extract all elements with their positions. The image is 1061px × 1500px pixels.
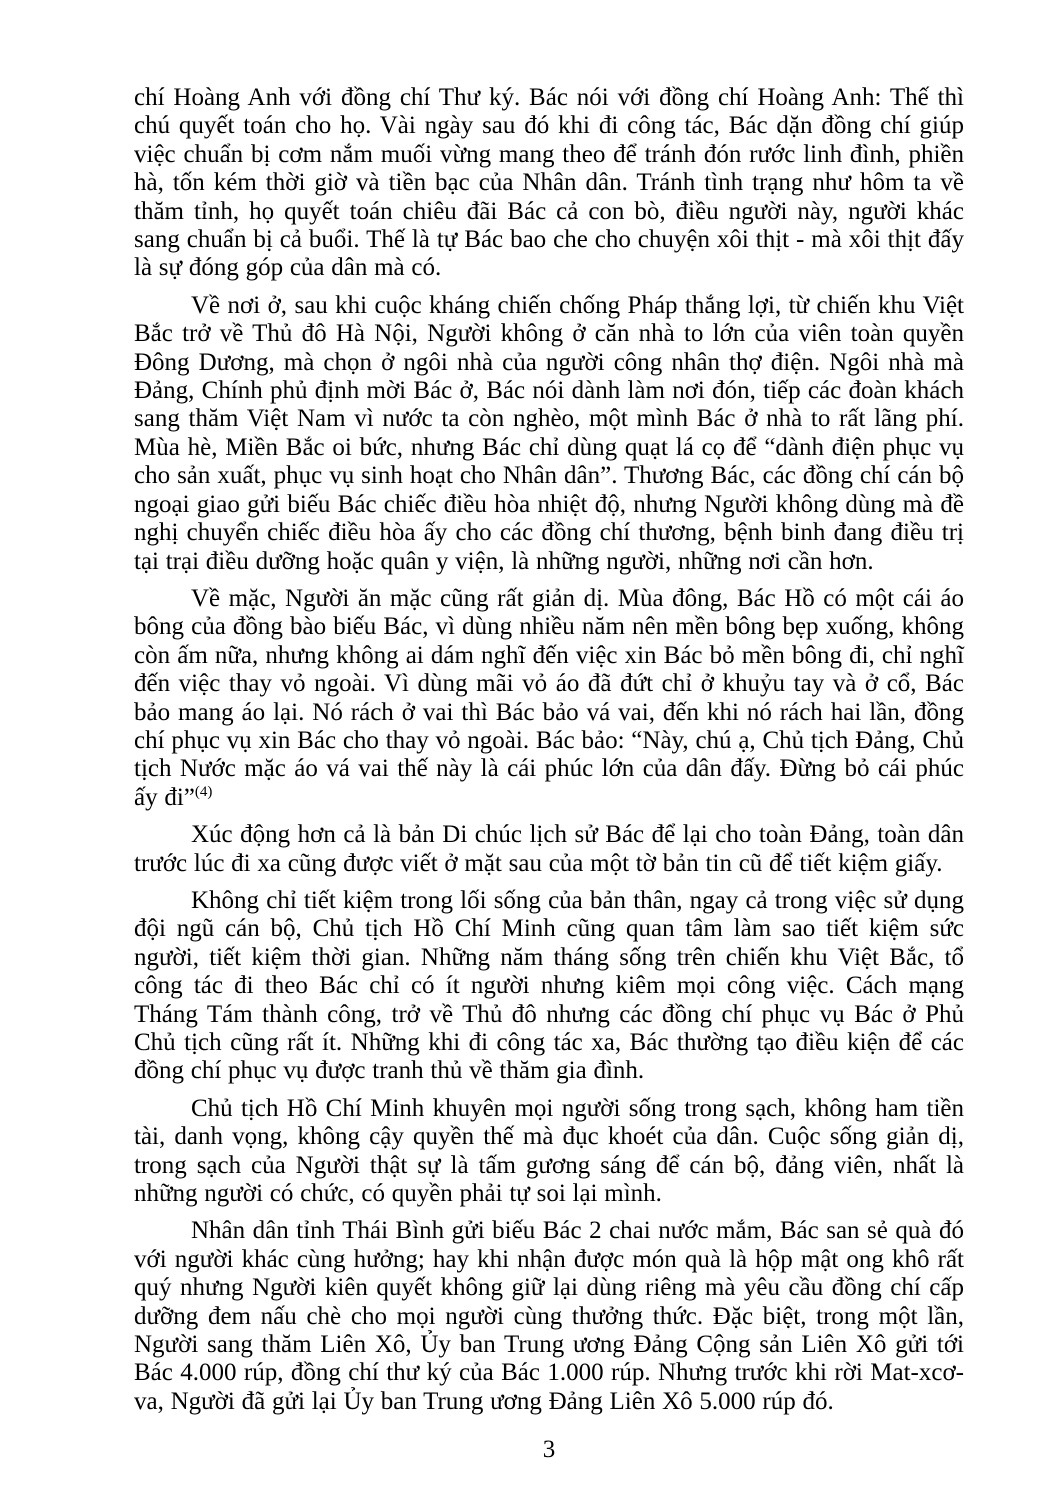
paragraph-5 xyxy=(134,887,964,1086)
footnote-reference-4: (4) xyxy=(194,783,213,800)
paragraph-6 xyxy=(134,1095,964,1209)
page-footer xyxy=(134,1436,964,1464)
document-body xyxy=(134,84,964,1425)
paragraph-4 xyxy=(134,821,964,878)
paragraph-5-text: Không chỉ tiết kiệm trong lối sống của bản thân, ngay cả trong việc sử dụng đội ngũ cán bộ, Chủ tịch Hồ Chí Minh cũng quan tâm làm sao tiết kiệm sức người, tiết kiệm thời gian. Những năm tháng sống trên chiến khu Việt Bắc, tổ công tác đi theo Bác chỉ có ít người nhưng kiêm mọi công việc. Cách mạng Tháng Tám thành công, trở về Thủ đô nhưng các đồng chí phục vụ Bác ở Phủ Chủ tịch cũng rất ít. Những khi đi công tác xa, Bác thường tạo điều kiện để các đồng chí phục vụ được tranh thủ về thăm gia đình. xyxy=(134,886,964,1085)
paragraph-6-text: Chủ tịch Hồ Chí Minh khuyên mọi người sống trong sạch, không ham tiền tài, danh vọng, không cậy quyền thế mà đục khoét của dân. Cuộc sống giản dị, trong sạch của Người thật sự là tấm gương sáng để cán bộ, đảng viên, nhất là những người có chức, có quyền phải tự soi lại mình. xyxy=(134,1094,964,1208)
paragraph-7 xyxy=(134,1217,964,1416)
paragraph-2 xyxy=(134,292,964,576)
paragraph-3 xyxy=(134,585,964,812)
paragraph-3-text: Về mặc, Người ăn mặc cũng rất giản dị. Mùa đông, Bác Hồ có một cái áo bông của đồng bào biếu Bác, vì dùng nhiều năm nên mền bông bẹp xuống, không còn ấm nữa, nhưng không ai dám nghĩ đến việc xin Bác bỏ mền bông đi, chỉ nghĩ đến việc thay vỏ ngoài. Vì dùng mãi vỏ áo đã đứt chỉ ở khuỷu tay và ở cổ, Bác bảo mang áo lại. Nó rách ở vai thì Bác bảo vá vai, đến khi nó rách hai lần, đồng chí phục vụ xin Bác cho thay vỏ ngoài. Bác bảo: “Này, chú ạ, Chủ tịch Đảng, Chủ tịch Nước mặc áo vá vai thế này là cái phúc lớn của dân đấy. Đừng bỏ cái phúc ấy đi” xyxy=(134,584,964,811)
paragraph-4-text: Xúc động hơn cả là bản Di chúc lịch sử Bác để lại cho toàn Đảng, toàn dân trước lúc đi xa cũng được viết ở mặt sau của một tờ bản tin cũ để tiết kiệm giấy. xyxy=(134,821,964,877)
page-number: 3 xyxy=(542,1436,556,1463)
paragraph-2-text: Về nơi ở, sau khi cuộc kháng chiến chống Pháp thắng lợi, từ chiến khu Việt Bắc trở về Thủ đô Hà Nội, Người không ở căn nhà to lớn của viên toàn quyền Đông Dương, mà chọn ở ngôi nhà của người công nhân thợ điện. Ngôi nhà mà Đảng, Chính phủ định mời Bác ở, Bác nói dành làm nơi đón, tiếp các đoàn khách sang thăm Việt Nam vì nước ta còn nghèo, một mình Bác ở nhà to rất lãng phí. Mùa hè, Miền Bắc oi bức, nhưng Bác chỉ dùng quạt lá cọ để “dành điện phục vụ cho sản xuất, phục vụ sinh hoạt cho Nhân dân”. Thương Bác, các đồng chí cán bộ ngoại giao gửi biếu Bác chiếc điều hòa nhiệt độ, nhưng Người không dùng mà đề nghị chuyển chiếc điều hòa ấy cho các đồng chí thương, bệnh binh đang điều trị tại trại điều dưỡng hoặc quân y viện, là những người, những nơi cần hơn. xyxy=(134,291,964,575)
paragraph-7-text: Nhân dân tỉnh Thái Bình gửi biếu Bác 2 chai nước mắm, Bác san sẻ quà đó với người khác cùng hưởng; hay khi nhận được món quà là hộp mật ong khô rất quý nhưng Người kiên quyết không giữ lại dùng riêng mà yêu cầu đồng chí cấp dưỡng đem nấu chè cho mọi người cùng thưởng thức. Đặc biệt, trong một lần, Người sang thăm Liên Xô, Ủy ban Trung ương Đảng Cộng sản Liên Xô gửi tới Bác 4.000 rúp, đồng chí thư ký của Bác 1.000 rúp. Nhưng trước khi rời Mat-xcơ-va, Người đã gửi lại Ủy ban Trung ương Đảng Liên Xô 5.000 rúp đó. xyxy=(134,1217,964,1415)
paragraph-1-text: chí Hoàng Anh với đồng chí Thư ký. Bác nói với đồng chí Hoàng Anh: Thế thì chú quyết toán cho họ. Vài ngày sau đó khi đi công tác, Bác dặn đồng chí giúp việc chuẩn bị cơm nắm muối vừng mang theo để tránh đón rước linh đình, phiền hà, tốn kém thời giờ và tiền bạc của Nhân dân. Tránh tình trạng như hôm ta về thăm tỉnh, họ quyết toán chiêu đãi Bác cả con bò, điều người này, người khác sang chuẩn bị cả buổi. Thế là tự Bác bao che cho chuyện xôi thịt - mà xôi thịt đấy là sự đóng góp của dân mà có. xyxy=(134,84,964,282)
paragraph-1 xyxy=(134,84,964,283)
